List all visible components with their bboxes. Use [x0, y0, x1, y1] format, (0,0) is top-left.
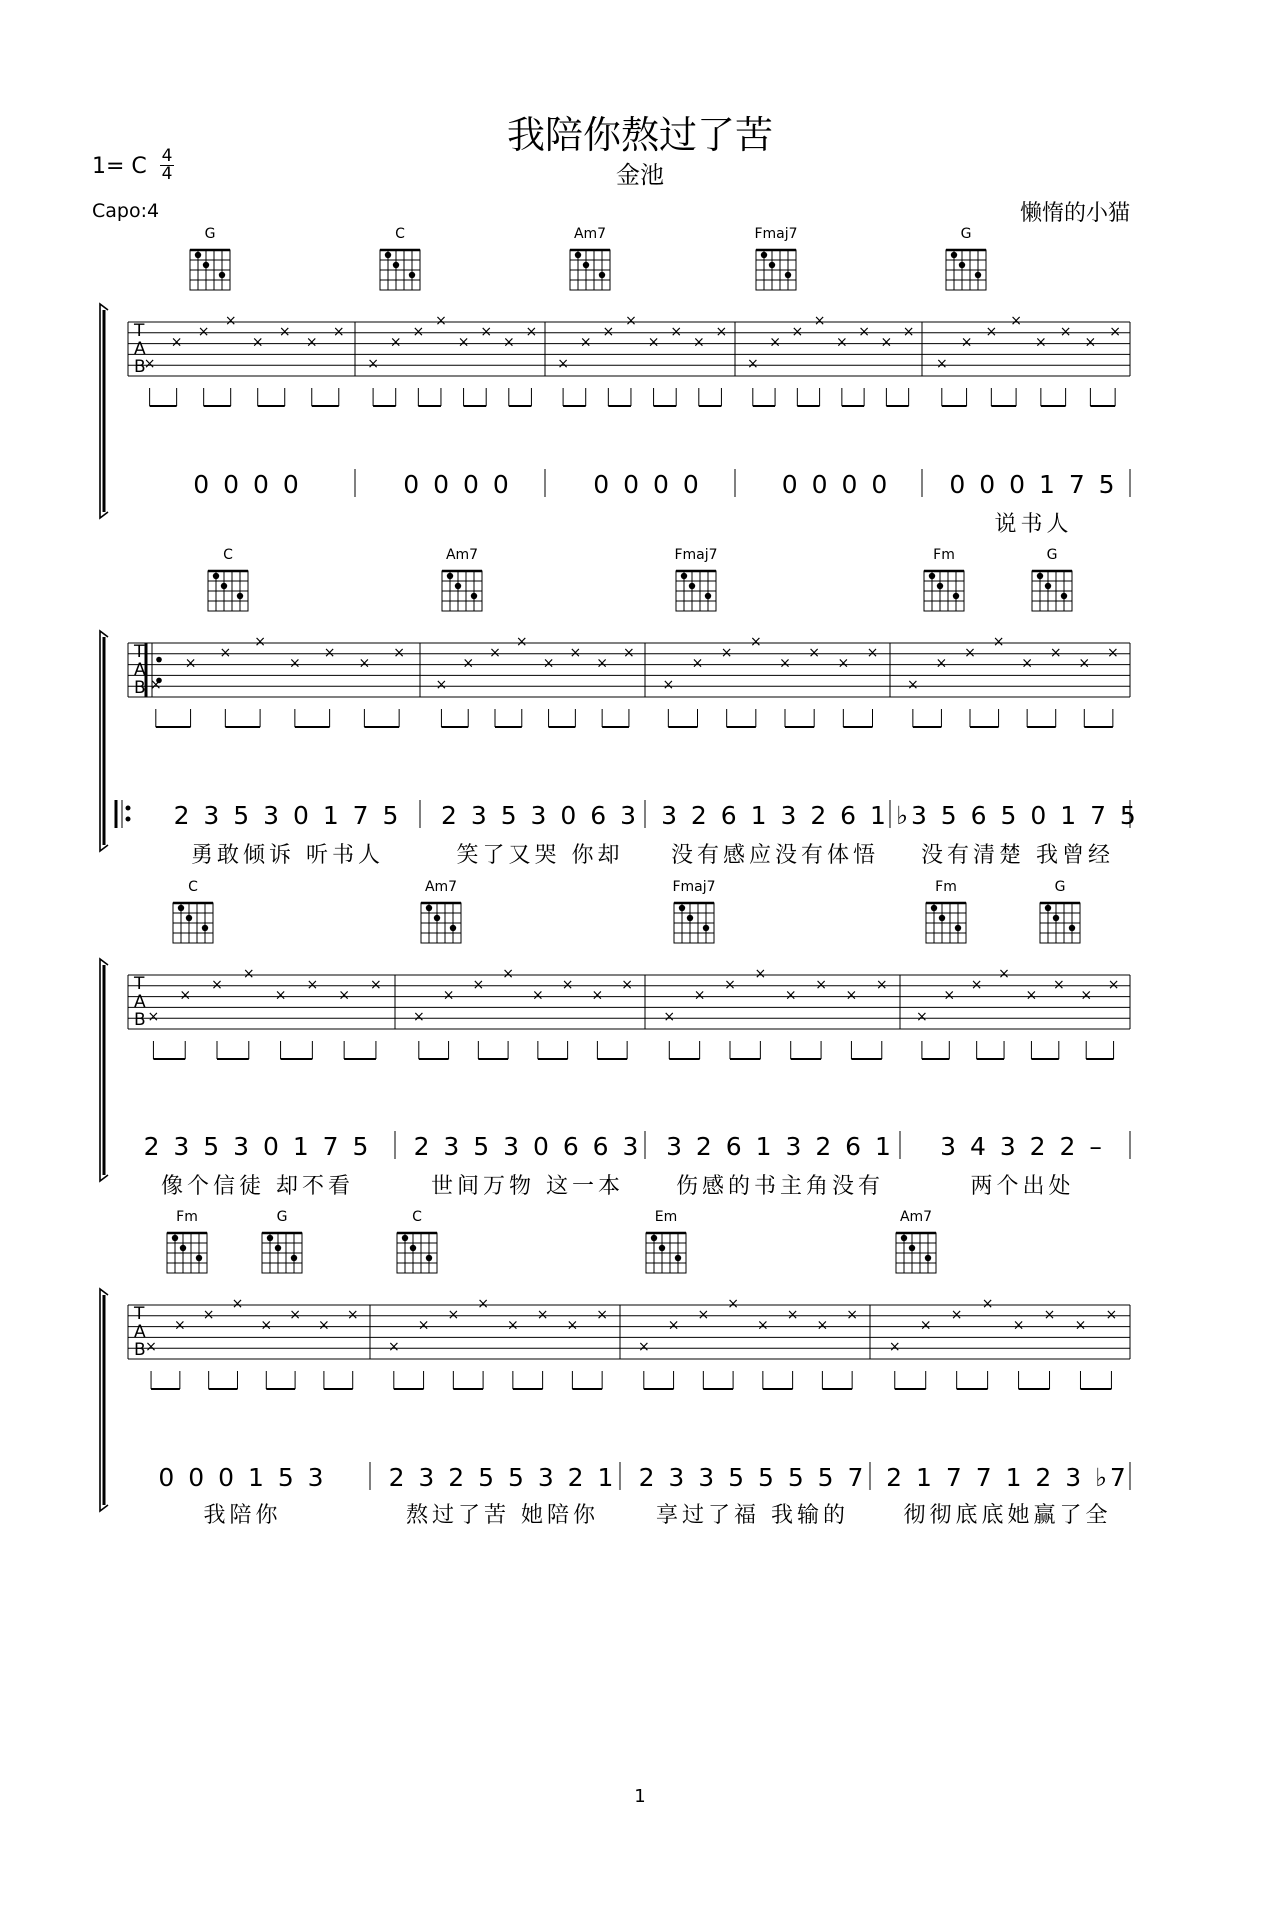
chord-name: Am7	[445, 547, 479, 563]
tab-note: ×	[260, 1317, 273, 1334]
chord-name: Am7	[899, 1209, 933, 1225]
tab-note: ×	[1080, 987, 1093, 1004]
tab-note: ×	[596, 655, 609, 672]
chord-dot	[455, 583, 461, 589]
tab-note: ×	[289, 1306, 301, 1323]
chord-dot	[687, 915, 693, 921]
chord-dot	[1045, 583, 1051, 589]
tab-note: ×	[323, 644, 336, 661]
jianpu-measure: 3 2 6 1 3 2 6 1	[661, 801, 889, 830]
tab-note: ×	[715, 323, 728, 340]
lyric-line: 世间万物 这一本	[431, 1174, 624, 1199]
tab-letter: T	[134, 321, 145, 341]
tab-note: ×	[147, 1009, 160, 1026]
jianpu-measure: 0 0 0 0	[593, 470, 702, 499]
chord-dot	[689, 583, 695, 589]
lyric-line: 笑了又哭 你却	[456, 843, 624, 868]
chord-dot	[237, 593, 243, 599]
chord-dot	[761, 252, 767, 258]
chord-dot	[186, 915, 192, 921]
tab-note: ×	[596, 1306, 609, 1323]
chord-diagram	[173, 879, 213, 943]
tab-letter: A	[134, 339, 146, 359]
tab-note: ×	[916, 1009, 928, 1026]
tab-note: ×	[970, 976, 983, 993]
tab-note: ×	[727, 1296, 739, 1312]
lyric-line: 没有感应没有体悟	[670, 843, 880, 868]
tab-note: ×	[417, 1317, 430, 1334]
tab-note: ×	[621, 976, 634, 993]
tab-note: ×	[749, 634, 762, 650]
chord-name: G	[960, 226, 972, 242]
chord-diagram	[674, 547, 717, 611]
tab-note: ×	[480, 323, 493, 340]
lyric-line: 彻彻底底她赢了全	[903, 1503, 1112, 1528]
tab-note: ×	[866, 644, 879, 661]
tab-note: ×	[579, 334, 592, 351]
chord-dot	[434, 915, 440, 921]
tab-letter: A	[134, 660, 146, 680]
chord-diagram	[167, 1209, 207, 1273]
tab-note: ×	[288, 655, 301, 672]
chord-dot	[219, 272, 225, 278]
chord-dot	[180, 1245, 186, 1251]
tab-note: ×	[477, 1296, 489, 1312]
page-number: 1	[634, 1786, 646, 1807]
tab-note: ×	[779, 655, 791, 672]
tab-note: ×	[846, 1306, 859, 1323]
tab-letter: T	[134, 1304, 145, 1324]
chord-dot	[450, 925, 456, 931]
tab-note: ×	[1043, 1306, 1056, 1323]
chord-diagram	[672, 879, 715, 943]
tab-note: ×	[502, 334, 515, 351]
tab-note: ×	[346, 1306, 359, 1323]
tab-note: ×	[1059, 323, 1072, 340]
tab-note: ×	[935, 356, 948, 373]
tab-note: ×	[769, 334, 781, 351]
chord-name: G	[204, 226, 216, 242]
tab-note: ×	[943, 987, 956, 1004]
chord-name: Fm	[933, 547, 955, 563]
tab-note: ×	[992, 634, 1005, 650]
system-3	[100, 879, 1130, 1199]
chord-dot	[675, 1255, 681, 1261]
chord-diagram	[646, 1209, 686, 1273]
chord-dot	[975, 272, 981, 278]
tab-note: ×	[623, 644, 635, 661]
tab-note: ×	[880, 334, 893, 351]
lyric-line: 勇敢倾诉 听书人	[191, 843, 384, 868]
jianpu-measure: ♭3 5 6 5 0 1 7 5	[896, 801, 1139, 830]
tab-note: ×	[875, 976, 888, 993]
tab-note: ×	[393, 644, 406, 661]
tab-note: ×	[502, 966, 514, 982]
chord-name: Am7	[424, 879, 458, 895]
tab-note: ×	[1052, 976, 1065, 993]
tab-note: ×	[306, 976, 319, 993]
tab-note: ×	[143, 356, 156, 373]
tab-note: ×	[442, 987, 455, 1004]
tab-note: ×	[370, 976, 382, 993]
tab-note: ×	[318, 1317, 330, 1334]
chord-dot	[1069, 925, 1075, 931]
jianpu-measure: 0 0 0 1 7 5	[949, 470, 1118, 499]
tab-letter: B	[134, 678, 146, 698]
tab-note: ×	[888, 1339, 901, 1356]
tab-letter: B	[134, 1340, 146, 1360]
tab-note: ×	[457, 334, 470, 351]
chord-dot	[929, 573, 935, 579]
chord-dot	[203, 262, 209, 268]
artist-name: 金池	[616, 161, 664, 189]
tab-note: ×	[184, 655, 197, 672]
tab-note: ×	[756, 1317, 769, 1334]
chord-name: G	[1054, 879, 1066, 895]
tab-note: ×	[536, 1306, 549, 1323]
tab-note: ×	[835, 334, 848, 351]
chord-dot	[1037, 573, 1043, 579]
tab-note: ×	[569, 644, 582, 661]
chord-dot	[769, 262, 775, 268]
tab-note: ×	[447, 1306, 460, 1323]
chord-dot	[202, 925, 208, 931]
chord-dot	[583, 262, 589, 268]
tab-note: ×	[692, 334, 705, 351]
tab-note: ×	[338, 987, 351, 1004]
tab-note: ×	[662, 677, 675, 694]
chord-dot	[275, 1245, 281, 1251]
tab-note: ×	[557, 356, 569, 373]
jianpu-measure: 2 3 5 3 0 1 7 5	[173, 801, 402, 830]
lyric-line: 两个出处	[970, 1174, 1075, 1199]
chord-dot	[471, 593, 477, 599]
system-2	[100, 547, 1139, 868]
tab-note: ×	[816, 1317, 829, 1334]
jianpu-measure: 2 3 3 5 5 5 5 7	[638, 1463, 867, 1492]
tab-letter: T	[134, 974, 145, 994]
tab-note: ×	[462, 655, 475, 672]
chord-dot	[393, 262, 399, 268]
chord-diagram	[397, 1209, 437, 1273]
tab-note: ×	[691, 655, 704, 672]
chord-dot	[291, 1255, 297, 1261]
chord-dot	[939, 915, 945, 921]
jianpu-measure: 2 3 2 5 5 3 2 1	[388, 1463, 617, 1492]
tab-note: ×	[525, 323, 538, 340]
tab-note: ×	[219, 644, 232, 661]
chord-dot	[409, 272, 415, 278]
tab-note: ×	[435, 677, 448, 694]
chord-name: C	[412, 1209, 422, 1225]
tab-note: ×	[625, 313, 637, 329]
chord-diagram	[570, 226, 610, 290]
tab-note: ×	[813, 313, 826, 329]
tab-note: ×	[693, 987, 706, 1004]
tab-letter: T	[134, 642, 145, 662]
tab-note: ×	[211, 976, 223, 993]
chord-diagram	[896, 1209, 936, 1273]
repeat-dot	[126, 817, 131, 822]
lyric-line: 说书人	[994, 512, 1073, 537]
lyric-line: 像个信徒 却不看	[161, 1174, 354, 1199]
tab-note: ×	[561, 976, 574, 993]
tab-note: ×	[1012, 1317, 1025, 1334]
tab-note: ×	[387, 1339, 400, 1356]
tab-note: ×	[960, 334, 973, 351]
tab-note: ×	[412, 323, 425, 340]
tab-note: ×	[254, 634, 266, 650]
tab-note: ×	[981, 1296, 994, 1312]
repeat-dot	[126, 806, 131, 811]
jianpu-measure: 2 3 5 3 0 6 3	[440, 801, 640, 830]
chord-dot	[267, 1235, 273, 1241]
tab-note: ×	[1025, 987, 1038, 1004]
tab-note: ×	[837, 655, 850, 672]
tab-note: ×	[670, 323, 683, 340]
tab-note: ×	[1109, 323, 1122, 340]
jianpu-measure: 2 1 7 7 1 2 3 ♭7	[886, 1463, 1129, 1492]
chord-dot	[402, 1235, 408, 1241]
tab-note: ×	[1034, 334, 1047, 351]
tab-note: ×	[173, 1317, 186, 1334]
chord-dot	[195, 252, 201, 258]
chord-dot	[959, 262, 965, 268]
tab-note: ×	[950, 1306, 963, 1323]
capo-label: Capo:4	[92, 200, 160, 222]
tab-note: ×	[542, 655, 555, 672]
chord-dot	[575, 252, 581, 258]
tab-note: ×	[367, 356, 379, 373]
tab-note: ×	[278, 323, 291, 340]
chord-name: Fmaj7	[672, 879, 716, 895]
chord-dot	[1053, 915, 1059, 921]
tab-note: ×	[845, 987, 858, 1004]
tab-note: ×	[274, 987, 287, 1004]
jianpu-measure: 3 4 3 2 2 –	[940, 1132, 1105, 1161]
tab-note: ×	[1107, 976, 1120, 993]
jianpu-measure: 0 0 0 0	[403, 470, 512, 499]
chord-dot	[651, 1235, 657, 1241]
chord-diagram	[946, 226, 986, 290]
tab-note: ×	[332, 323, 345, 340]
chord-diagram	[1040, 879, 1080, 943]
lyric-line: 伤感的书主角没有	[675, 1174, 885, 1199]
tab-note: ×	[145, 1339, 157, 1356]
key-signature: 1= C	[92, 154, 147, 179]
jianpu-measure: 3 2 6 1 3 2 6 1	[666, 1132, 894, 1161]
chord-diagram	[442, 547, 482, 611]
lyric-line: 享过了福 我输的	[656, 1503, 849, 1528]
tab-note: ×	[791, 323, 804, 340]
chord-name: Fmaj7	[674, 547, 718, 563]
tab-note: ×	[197, 323, 210, 340]
chord-dot	[659, 1245, 665, 1251]
chord-dot	[178, 905, 184, 911]
tab-note: ×	[808, 644, 821, 661]
tab-note: ×	[998, 966, 1010, 982]
chord-dot	[599, 272, 605, 278]
tab-note: ×	[746, 356, 759, 373]
system-4	[100, 1209, 1130, 1528]
lyric-line: 我陪你	[203, 1503, 282, 1528]
tab-letter: B	[134, 357, 146, 377]
chord-name: Am7	[573, 226, 607, 242]
tab-letter: B	[134, 1010, 146, 1030]
chord-name: C	[188, 879, 198, 895]
chord-name: C	[395, 226, 405, 242]
tab-note: ×	[754, 966, 767, 982]
tab-note: ×	[1074, 1317, 1087, 1334]
tab-note: ×	[389, 334, 402, 351]
tab-note: ×	[170, 334, 183, 351]
chord-name: Fmaj7	[754, 226, 798, 242]
time-signature-top: 4	[161, 146, 173, 166]
chord-dot	[1045, 905, 1051, 911]
system-1	[100, 226, 1130, 537]
repeat-dot	[156, 657, 162, 663]
chord-diagram	[421, 879, 461, 943]
arranger-name: 懒惰的小猫	[1019, 201, 1130, 226]
tab-note: ×	[242, 966, 255, 982]
chord-dot	[172, 1235, 178, 1241]
jianpu-measure: 2 3 5 3 0 6 6 3	[413, 1132, 642, 1161]
tab-note: ×	[724, 976, 736, 993]
tab-note: ×	[412, 1009, 425, 1026]
chord-dot	[785, 272, 791, 278]
chord-dot	[937, 583, 943, 589]
tab-note: ×	[1078, 655, 1091, 672]
tab-note: ×	[858, 323, 870, 340]
chord-dot	[931, 905, 937, 911]
chord-name: Em	[654, 1209, 678, 1225]
chord-diagram	[208, 547, 248, 611]
tab-note: ×	[637, 1339, 650, 1356]
chord-dot	[221, 583, 227, 589]
tab-note: ×	[1105, 1306, 1118, 1323]
tab-note: ×	[1049, 644, 1062, 661]
tab-note: ×	[647, 334, 660, 351]
chord-dot	[705, 593, 711, 599]
chord-dot	[681, 573, 687, 579]
tab-note: ×	[602, 323, 615, 340]
chord-dot	[953, 593, 959, 599]
chord-name: C	[223, 547, 233, 563]
tab-note: ×	[786, 1306, 799, 1323]
tab-note: ×	[1084, 334, 1097, 351]
tab-note: ×	[506, 1317, 519, 1334]
jianpu-measure: 0 0 0 0	[193, 470, 302, 499]
tab-note: ×	[919, 1317, 932, 1334]
tab-note: ×	[964, 644, 976, 661]
tab-note: ×	[358, 655, 371, 672]
jianpu-measure: 0 0 0 1 5 3	[158, 1463, 327, 1492]
chord-dot	[426, 905, 432, 911]
tab-letter: A	[134, 992, 146, 1012]
tab-note: ×	[1010, 313, 1022, 329]
song-title: 我陪你熬过了苦	[506, 113, 773, 157]
tab-note: ×	[251, 334, 264, 351]
chord-name: G	[1046, 547, 1058, 563]
chord-name: Fm	[935, 879, 957, 895]
tab-note: ×	[784, 987, 797, 1004]
tab-note: ×	[667, 1317, 680, 1334]
tab-note: ×	[435, 313, 447, 329]
tab-note: ×	[531, 987, 544, 1004]
chord-diagram	[262, 1209, 302, 1273]
tab-note: ×	[935, 655, 948, 672]
tab-note: ×	[902, 323, 915, 340]
chord-name: Fm	[176, 1209, 198, 1225]
chord-diagram	[380, 226, 420, 290]
tab-note: ×	[149, 677, 162, 694]
tab-note: ×	[224, 313, 237, 329]
tab-note: ×	[305, 334, 318, 351]
tab-note: ×	[985, 323, 998, 340]
tab-note: ×	[697, 1306, 710, 1323]
tab-note: ×	[489, 644, 501, 661]
tab-note: ×	[179, 987, 192, 1004]
chord-dot	[447, 573, 453, 579]
tab-note: ×	[202, 1306, 215, 1323]
lyric-line: 熬过了苦 她陪你	[406, 1503, 599, 1528]
chord-diagram	[1032, 547, 1072, 611]
tab-note: ×	[663, 1009, 676, 1026]
lyric-line: 没有清楚 我曾经	[921, 843, 1114, 868]
tab-note: ×	[815, 976, 827, 993]
chord-dot	[213, 573, 219, 579]
chord-dot	[410, 1245, 416, 1251]
chord-dot	[1061, 593, 1067, 599]
chord-diagram	[190, 226, 230, 290]
time-signature-bottom: 4	[161, 164, 173, 184]
tab-note: ×	[906, 677, 919, 694]
chord-dot	[951, 252, 957, 258]
chord-diagram	[754, 226, 797, 290]
chord-dot	[426, 1255, 432, 1261]
jianpu-measure: 2 3 5 3 0 1 7 5	[143, 1132, 372, 1161]
tab-letter: A	[134, 1322, 146, 1342]
chord-dot	[679, 905, 685, 911]
tab-note: ×	[231, 1296, 244, 1312]
tab-note: ×	[515, 634, 528, 650]
tab-note: ×	[591, 987, 604, 1004]
tab-note: ×	[566, 1317, 579, 1334]
chord-dot	[909, 1245, 915, 1251]
chord-dot	[196, 1255, 202, 1261]
jianpu-measure: 0 0 0 0	[781, 470, 891, 499]
chord-diagram	[926, 879, 966, 943]
chord-dot	[901, 1235, 907, 1241]
tab-note: ×	[1021, 655, 1034, 672]
tab-note: ×	[720, 644, 733, 661]
chord-dot	[703, 925, 709, 931]
chord-diagram	[924, 547, 964, 611]
tab-note: ×	[472, 976, 485, 993]
chord-name: G	[276, 1209, 288, 1225]
chord-dot	[955, 925, 961, 931]
chord-dot	[925, 1255, 931, 1261]
tab-note: ×	[1106, 644, 1119, 661]
chord-dot	[385, 252, 391, 258]
